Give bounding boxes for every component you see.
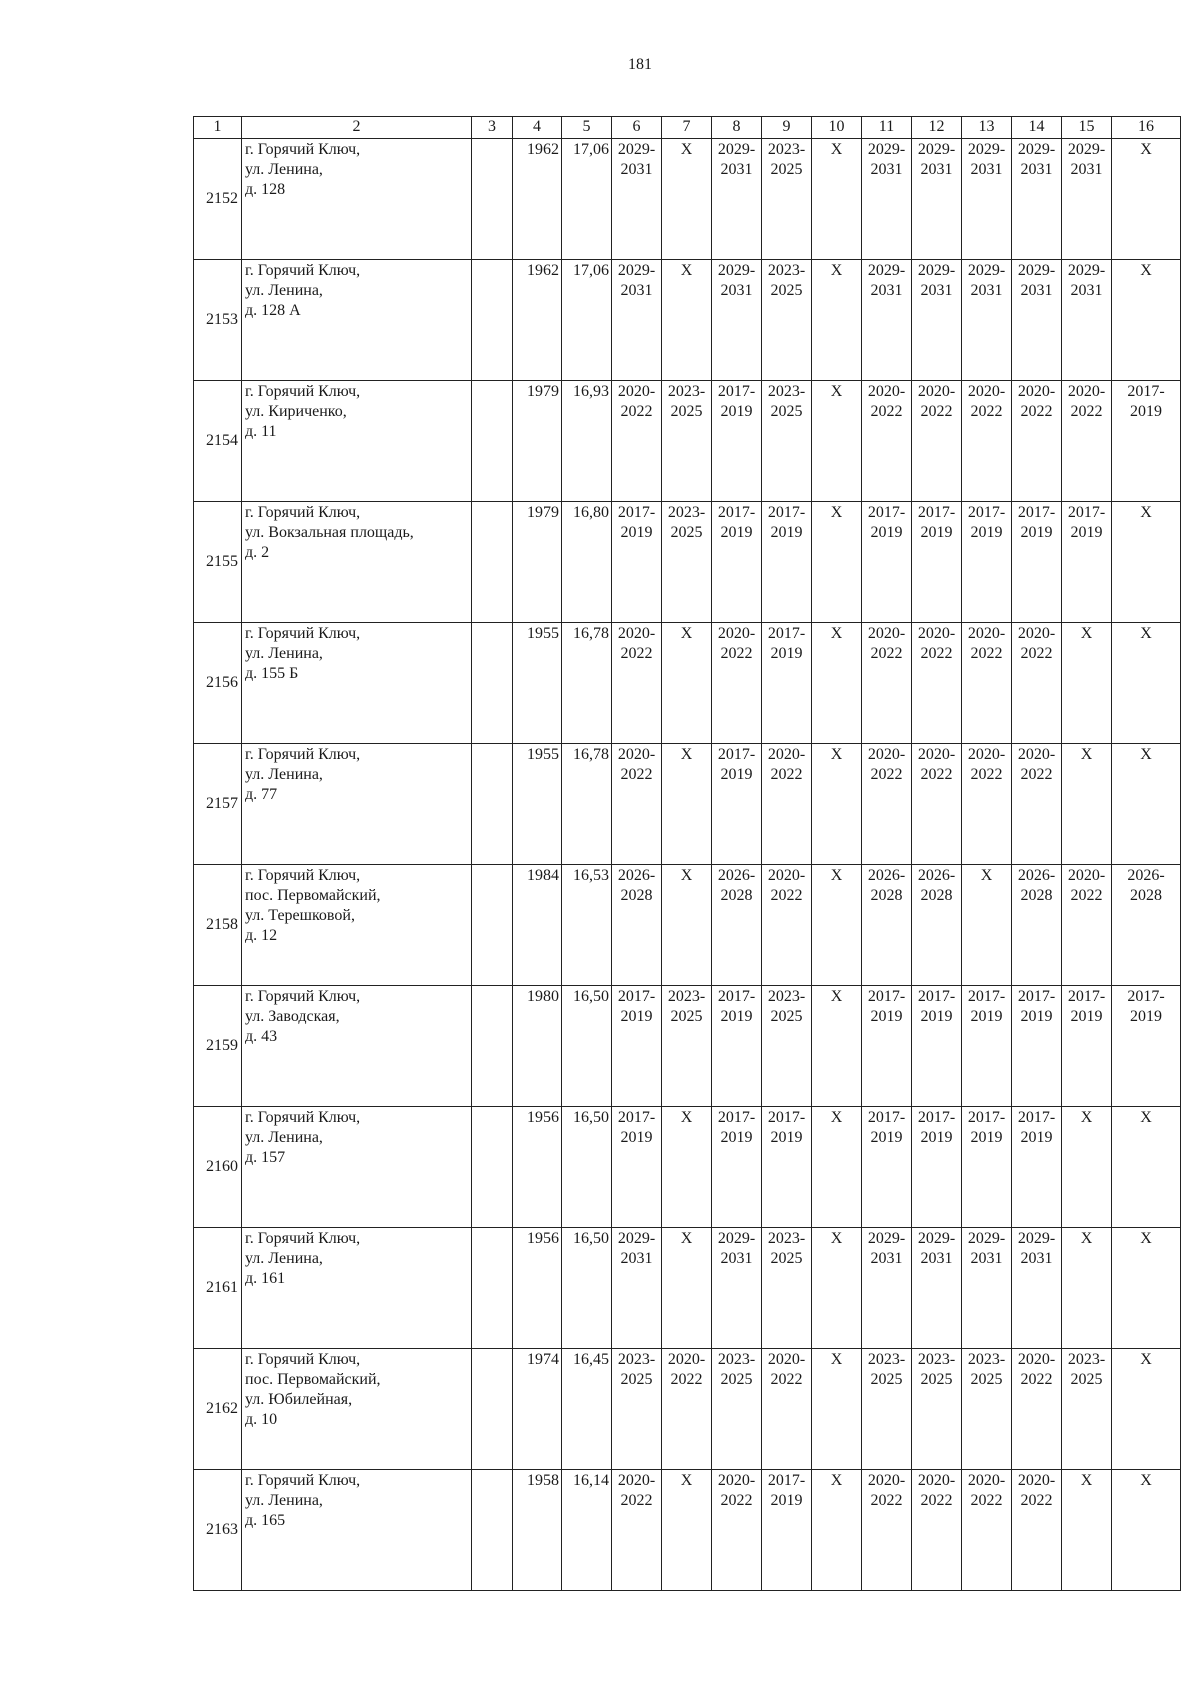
- value-cell: 16,50: [562, 1107, 612, 1228]
- period-cell: 2020- 2022: [1012, 1349, 1062, 1470]
- period-cell: 2029- 2031: [1012, 260, 1062, 381]
- period-cell: X: [1112, 1107, 1181, 1228]
- column-header-5: 5: [562, 117, 612, 139]
- period-cell: X: [1112, 623, 1181, 744]
- table-row: [194, 1349, 1181, 1470]
- col3-cell: [472, 986, 513, 1107]
- column-header-6: 6: [612, 117, 662, 139]
- row-number: 2156: [194, 623, 242, 744]
- period-cell: 2020- 2022: [962, 623, 1012, 744]
- column-header-2: 2: [242, 117, 472, 139]
- period-cell: X: [1062, 1107, 1112, 1228]
- period-cell: X: [962, 865, 1012, 986]
- period-cell: X: [662, 1470, 712, 1591]
- period-cell: 2020- 2022: [862, 381, 912, 502]
- row-number: 2162: [194, 1349, 242, 1470]
- period-cell: X: [662, 260, 712, 381]
- row-number: 2154: [194, 381, 242, 502]
- period-cell: X: [1112, 260, 1181, 381]
- year-cell: 1955: [513, 744, 562, 865]
- column-header-12: 12: [912, 117, 962, 139]
- col3-cell: [472, 623, 513, 744]
- period-cell: 2017- 2019: [762, 1107, 812, 1228]
- period-cell: 2020- 2022: [612, 381, 662, 502]
- column-header-14: 14: [1012, 117, 1062, 139]
- column-header-8: 8: [712, 117, 762, 139]
- period-cell: X: [812, 1228, 862, 1349]
- period-cell: 2017- 2019: [612, 1107, 662, 1228]
- period-cell: 2026- 2028: [912, 865, 962, 986]
- period-cell: 2029- 2031: [962, 1228, 1012, 1349]
- col3-cell: [472, 1107, 513, 1228]
- period-cell: X: [1112, 502, 1181, 623]
- col3-cell: [472, 502, 513, 623]
- period-cell: 2023- 2025: [662, 986, 712, 1107]
- period-cell: 2020- 2022: [962, 381, 1012, 502]
- period-cell: 2020- 2022: [862, 744, 912, 865]
- address-cell: г. Горячий Ключ, ул. Ленина, д. 128 А: [242, 260, 472, 381]
- year-cell: 1962: [513, 260, 562, 381]
- period-cell: 2020- 2022: [712, 623, 762, 744]
- address-cell: г. Горячий Ключ, ул. Ленина, д. 77: [242, 744, 472, 865]
- period-cell: 2029- 2031: [612, 260, 662, 381]
- period-cell: 2029- 2031: [962, 260, 1012, 381]
- period-cell: 2020- 2022: [1062, 381, 1112, 502]
- period-cell: X: [812, 502, 862, 623]
- table-header-row: [194, 117, 1181, 139]
- period-cell: 2020- 2022: [912, 381, 962, 502]
- period-cell: 2017- 2019: [1012, 986, 1062, 1107]
- row-number: 2160: [194, 1107, 242, 1228]
- year-cell: 1962: [513, 139, 562, 260]
- value-cell: 16,53: [562, 865, 612, 986]
- period-cell: 2020- 2022: [762, 865, 812, 986]
- period-cell: 2023- 2025: [1062, 1349, 1112, 1470]
- period-cell: 2020- 2022: [762, 744, 812, 865]
- period-cell: X: [812, 623, 862, 744]
- address-cell: г. Горячий Ключ, ул. Заводская, д. 43: [242, 986, 472, 1107]
- column-header-4: 4: [513, 117, 562, 139]
- period-cell: X: [1112, 1349, 1181, 1470]
- table-row: [194, 260, 1181, 381]
- year-cell: 1979: [513, 502, 562, 623]
- year-cell: 1979: [513, 381, 562, 502]
- address-cell: г. Горячий Ключ, пос. Первомайский, ул. Юбилейная, д. 10: [242, 1349, 472, 1470]
- period-cell: 2029- 2031: [1062, 260, 1112, 381]
- year-cell: 1958: [513, 1470, 562, 1591]
- year-cell: 1956: [513, 1107, 562, 1228]
- period-cell: 2026- 2028: [712, 865, 762, 986]
- table-row: [194, 744, 1181, 865]
- value-cell: 16,50: [562, 1228, 612, 1349]
- row-number: 2163: [194, 1470, 242, 1591]
- period-cell: 2029- 2031: [862, 1228, 912, 1349]
- address-cell: г. Горячий Ключ, ул. Ленина, д. 128: [242, 139, 472, 260]
- period-cell: 2029- 2031: [1062, 139, 1112, 260]
- row-number: 2159: [194, 986, 242, 1107]
- period-cell: 2020- 2022: [1012, 1470, 1062, 1591]
- table-row: [194, 865, 1181, 986]
- period-cell: 2017- 2019: [912, 986, 962, 1107]
- period-cell: 2029- 2031: [712, 139, 762, 260]
- period-cell: 2020- 2022: [662, 1349, 712, 1470]
- period-cell: 2029- 2031: [962, 139, 1012, 260]
- period-cell: 2023- 2025: [762, 260, 812, 381]
- col3-cell: [472, 1470, 513, 1591]
- value-cell: 16,50: [562, 986, 612, 1107]
- period-cell: X: [812, 986, 862, 1107]
- period-cell: X: [1062, 623, 1112, 744]
- table-row: [194, 986, 1181, 1107]
- period-cell: 2023- 2025: [762, 381, 812, 502]
- year-cell: 1955: [513, 623, 562, 744]
- year-cell: 1984: [513, 865, 562, 986]
- year-cell: 1956: [513, 1228, 562, 1349]
- table-row: [194, 1107, 1181, 1228]
- period-cell: 2020- 2022: [912, 744, 962, 865]
- period-cell: X: [812, 1470, 862, 1591]
- period-cell: X: [662, 865, 712, 986]
- period-cell: X: [662, 1107, 712, 1228]
- period-cell: 2023- 2025: [912, 1349, 962, 1470]
- period-cell: 2017- 2019: [712, 744, 762, 865]
- page-number: 181: [628, 56, 652, 73]
- col3-cell: [472, 260, 513, 381]
- row-number: 2157: [194, 744, 242, 865]
- table-row: [194, 623, 1181, 744]
- period-cell: 2020- 2022: [762, 1349, 812, 1470]
- year-cell: 1974: [513, 1349, 562, 1470]
- period-cell: X: [1112, 744, 1181, 865]
- column-header-3: 3: [472, 117, 513, 139]
- value-cell: 17,06: [562, 139, 612, 260]
- period-cell: 2017- 2019: [762, 1470, 812, 1591]
- period-cell: 2017- 2019: [1062, 502, 1112, 623]
- period-cell: 2017- 2019: [612, 502, 662, 623]
- period-cell: 2020- 2022: [962, 1470, 1012, 1591]
- period-cell: 2026- 2028: [1012, 865, 1062, 986]
- period-cell: 2017- 2019: [612, 986, 662, 1107]
- period-cell: 2017- 2019: [762, 502, 812, 623]
- address-cell: г. Горячий Ключ, ул. Ленина, д. 157: [242, 1107, 472, 1228]
- period-cell: 2023- 2025: [962, 1349, 1012, 1470]
- period-cell: 2017- 2019: [712, 986, 762, 1107]
- period-cell: 2017- 2019: [1112, 381, 1181, 502]
- period-cell: 2020- 2022: [962, 744, 1012, 865]
- period-cell: 2023- 2025: [712, 1349, 762, 1470]
- row-number: 2155: [194, 502, 242, 623]
- period-cell: 2029- 2031: [1012, 1228, 1062, 1349]
- period-cell: 2017- 2019: [962, 1107, 1012, 1228]
- period-cell: X: [662, 744, 712, 865]
- period-cell: 2017- 2019: [712, 502, 762, 623]
- period-cell: X: [1112, 1470, 1181, 1591]
- period-cell: 2023- 2025: [662, 381, 712, 502]
- period-cell: 2023- 2025: [862, 1349, 912, 1470]
- column-header-1: 1: [194, 117, 242, 139]
- period-cell: 2017- 2019: [1112, 986, 1181, 1107]
- period-cell: 2020- 2022: [862, 623, 912, 744]
- period-cell: 2026- 2028: [862, 865, 912, 986]
- period-cell: 2017- 2019: [962, 502, 1012, 623]
- period-cell: 2020- 2022: [612, 1470, 662, 1591]
- period-cell: 2020- 2022: [712, 1470, 762, 1591]
- value-cell: 16,80: [562, 502, 612, 623]
- period-cell: 2017- 2019: [762, 623, 812, 744]
- column-header-9: 9: [762, 117, 812, 139]
- period-cell: 2029- 2031: [712, 260, 762, 381]
- address-cell: г. Горячий Ключ, ул. Вокзальная площадь, д. 2: [242, 502, 472, 623]
- period-cell: 2029- 2031: [612, 139, 662, 260]
- period-cell: 2017- 2019: [1062, 986, 1112, 1107]
- value-cell: 17,06: [562, 260, 612, 381]
- period-cell: X: [1062, 744, 1112, 865]
- period-cell: 2020- 2022: [1012, 623, 1062, 744]
- column-header-7: 7: [662, 117, 712, 139]
- value-cell: 16,14: [562, 1470, 612, 1591]
- period-cell: 2017- 2019: [862, 502, 912, 623]
- table-row: [194, 139, 1181, 260]
- period-cell: 2017- 2019: [712, 1107, 762, 1228]
- period-cell: 2020- 2022: [1012, 381, 1062, 502]
- row-number: 2161: [194, 1228, 242, 1349]
- year-cell: 1980: [513, 986, 562, 1107]
- column-header-11: 11: [862, 117, 912, 139]
- col3-cell: [472, 865, 513, 986]
- period-cell: 2026- 2028: [612, 865, 662, 986]
- address-cell: г. Горячий Ключ, ул. Кириченко, д. 11: [242, 381, 472, 502]
- period-cell: 2029- 2031: [712, 1228, 762, 1349]
- period-cell: 2023- 2025: [612, 1349, 662, 1470]
- column-header-15: 15: [1062, 117, 1112, 139]
- period-cell: 2017- 2019: [962, 986, 1012, 1107]
- row-number: 2152: [194, 139, 242, 260]
- period-cell: X: [812, 381, 862, 502]
- period-cell: 2017- 2019: [862, 1107, 912, 1228]
- period-cell: X: [1062, 1470, 1112, 1591]
- col3-cell: [472, 381, 513, 502]
- address-cell: г. Горячий Ключ, ул. Ленина, д. 155 Б: [242, 623, 472, 744]
- period-cell: X: [812, 865, 862, 986]
- row-number: 2153: [194, 260, 242, 381]
- period-cell: 2020- 2022: [612, 744, 662, 865]
- period-cell: 2017- 2019: [912, 1107, 962, 1228]
- period-cell: 2029- 2031: [912, 139, 962, 260]
- period-cell: 2020- 2022: [1062, 865, 1112, 986]
- period-cell: X: [662, 623, 712, 744]
- period-cell: X: [812, 260, 862, 381]
- period-cell: 2017- 2019: [862, 986, 912, 1107]
- housing-registry-table: [193, 116, 1181, 1591]
- period-cell: 2029- 2031: [862, 139, 912, 260]
- value-cell: 16,78: [562, 744, 612, 865]
- period-cell: 2029- 2031: [1012, 139, 1062, 260]
- period-cell: 2026- 2028: [1112, 865, 1181, 986]
- period-cell: 2029- 2031: [612, 1228, 662, 1349]
- period-cell: 2023- 2025: [762, 986, 812, 1107]
- period-cell: 2017- 2019: [912, 502, 962, 623]
- table-row: [194, 502, 1181, 623]
- table-row: [194, 1470, 1181, 1591]
- table-body: [194, 139, 1181, 1591]
- column-header-10: 10: [812, 117, 862, 139]
- row-number: 2158: [194, 865, 242, 986]
- period-cell: X: [662, 139, 712, 260]
- period-cell: 2023- 2025: [762, 1228, 812, 1349]
- period-cell: 2020- 2022: [912, 1470, 962, 1591]
- value-cell: 16,93: [562, 381, 612, 502]
- period-cell: 2017- 2019: [712, 381, 762, 502]
- period-cell: X: [812, 1349, 862, 1470]
- column-header-16: 16: [1112, 117, 1181, 139]
- period-cell: 2017- 2019: [1012, 502, 1062, 623]
- period-cell: 2029- 2031: [912, 260, 962, 381]
- period-cell: 2023- 2025: [662, 502, 712, 623]
- value-cell: 16,45: [562, 1349, 612, 1470]
- address-cell: г. Горячий Ключ, ул. Ленина, д. 161: [242, 1228, 472, 1349]
- period-cell: 2029- 2031: [912, 1228, 962, 1349]
- col3-cell: [472, 139, 513, 260]
- period-cell: X: [1062, 1228, 1112, 1349]
- period-cell: 2020- 2022: [862, 1470, 912, 1591]
- col3-cell: [472, 1349, 513, 1470]
- col3-cell: [472, 1228, 513, 1349]
- period-cell: 2017- 2019: [1012, 1107, 1062, 1228]
- period-cell: 2020- 2022: [612, 623, 662, 744]
- period-cell: X: [812, 744, 862, 865]
- table-row: [194, 1228, 1181, 1349]
- table-row: [194, 381, 1181, 502]
- period-cell: 2020- 2022: [1012, 744, 1062, 865]
- col3-cell: [472, 744, 513, 865]
- period-cell: X: [812, 1107, 862, 1228]
- value-cell: 16,78: [562, 623, 612, 744]
- period-cell: X: [662, 1228, 712, 1349]
- period-cell: 2020- 2022: [912, 623, 962, 744]
- period-cell: X: [1112, 139, 1181, 260]
- period-cell: 2023- 2025: [762, 139, 812, 260]
- address-cell: г. Горячий Ключ, пос. Первомайский, ул. Терешковой, д. 12: [242, 865, 472, 986]
- period-cell: X: [812, 139, 862, 260]
- column-header-13: 13: [962, 117, 1012, 139]
- period-cell: X: [1112, 1228, 1181, 1349]
- period-cell: 2029- 2031: [862, 260, 912, 381]
- address-cell: г. Горячий Ключ, ул. Ленина, д. 165: [242, 1470, 472, 1591]
